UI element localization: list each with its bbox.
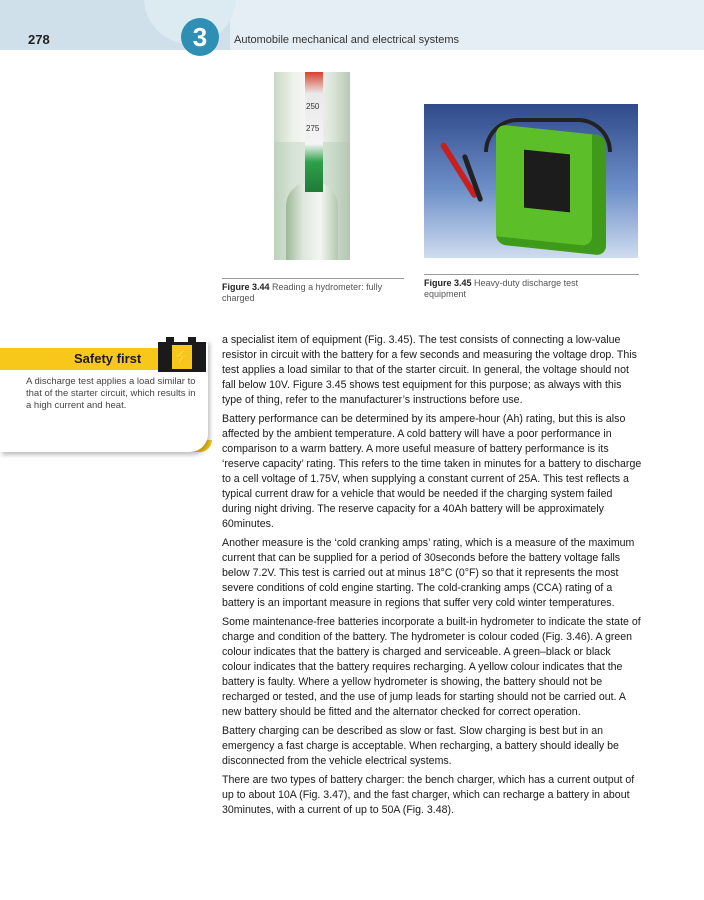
body-text <box>222 333 642 822</box>
safety-first-box <box>0 340 210 455</box>
figure-label: Figure 3.45 <box>424 278 472 288</box>
paragraph: There are two types of battery charger: the bench charger, which has a current output of up to about 10A (Fig. 3.47), and the fast charger, which can recharge a battery in about 30minutes, with a current of up to 50A (Fig. 3.48). <box>222 774 635 816</box>
safety-text: A discharge test applies a load similar to that of the starter circuit, which results in a high current and heat. <box>26 376 196 411</box>
scale-mark: 250 <box>306 102 320 111</box>
running-head: Automobile mechanical and electrical systems <box>234 34 459 46</box>
figure-caption-text: Heavy-duty discharge test equipment <box>424 278 579 299</box>
figure-caption <box>222 282 406 304</box>
battery-lightning-icon: ⚡ <box>158 342 206 372</box>
paragraph: Some maintenance-free batteries incorporate a built-in hydrometer to indicate the state of charge and condition of the battery. The hydrometer is colour coded (Fig. 3.46). A green colour indicates that the battery is charged and serviceable. A green–black or black colour indicates that the battery requires recharging. A yellow colour indicates that the battery is faulty. Where a yellow hydrometer is showing, the battery should not be recharged or tested, and the use of jump leads for starting should not be carried out. A new battery should be fitted and the alternator checked for correct operation. <box>222 616 641 718</box>
paragraph: Another measure is the ‘cold cranking amps’ rating, which is a measure of the maximum current that can be supplied for a period of 30seconds before the battery voltage falls below 7.2V. This test is carried out at minus 18°C (0°F) so that it represents the most severe conditions of cold engine starting. The cold-cranking amps (CCA) rating of a battery is an important measure in regions that suffer very cold winter temperatures. <box>222 537 635 609</box>
figure-rule <box>222 278 404 279</box>
paragraph: a specialist item of equipment (Fig. 3.45). The test consists of connecting a low-value resistor in circuit with the battery for a few seconds and measuring the voltage drop. This test applies a load similar to that of the starter circuit. In general, the voltage should not fall below 10V. Figure 3.45 shows test equipment for this purpose; as always with this type of thing, refer to the manufacturer’s instructions before use. <box>222 334 637 406</box>
chapter-number-badge: 3 <box>181 18 219 56</box>
paragraph: Battery performance can be determined by its ampere-hour (Ah) rating, but this is also affected by the ambient temperature. A cold battery will have a poor performance in comparison to a warm battery. A more useful measure of battery performance is its ‘reserve capacity’ rating. This refers to the time taken in minutes for a battery to discharge to a cell voltage of 1.75V, when supplying a constant current of 25A. This test reflects a typical current draw for a vehicle that would be needed if the charging system failed during night driving. The reserve capacity for a 40Ah battery will be approximately 60minutes. <box>222 413 642 530</box>
safety-title: Safety first <box>74 351 142 366</box>
discharge-tester-photo <box>424 104 638 258</box>
figure-caption-text: Reading a hydrometer: fully charged <box>222 282 383 303</box>
paragraph: Battery charging can be described as slow or fast. Slow charging is best but in an emergency a fast charge is acceptable. When recharging, a battery should ideally be disconnected from the vehicle electrical systems. <box>222 725 619 767</box>
hydrometer-scale <box>305 72 323 192</box>
figure-label: Figure 3.44 <box>222 282 270 292</box>
hydrometer-float-bulb <box>286 182 338 260</box>
scale-mark: 275 <box>306 124 320 133</box>
tester-panel <box>524 150 570 213</box>
hydrometer-photo <box>274 72 350 260</box>
page-number: 278 <box>28 32 50 47</box>
figure-caption <box>424 278 614 300</box>
page-header <box>0 0 704 50</box>
figure-rule <box>424 274 639 275</box>
